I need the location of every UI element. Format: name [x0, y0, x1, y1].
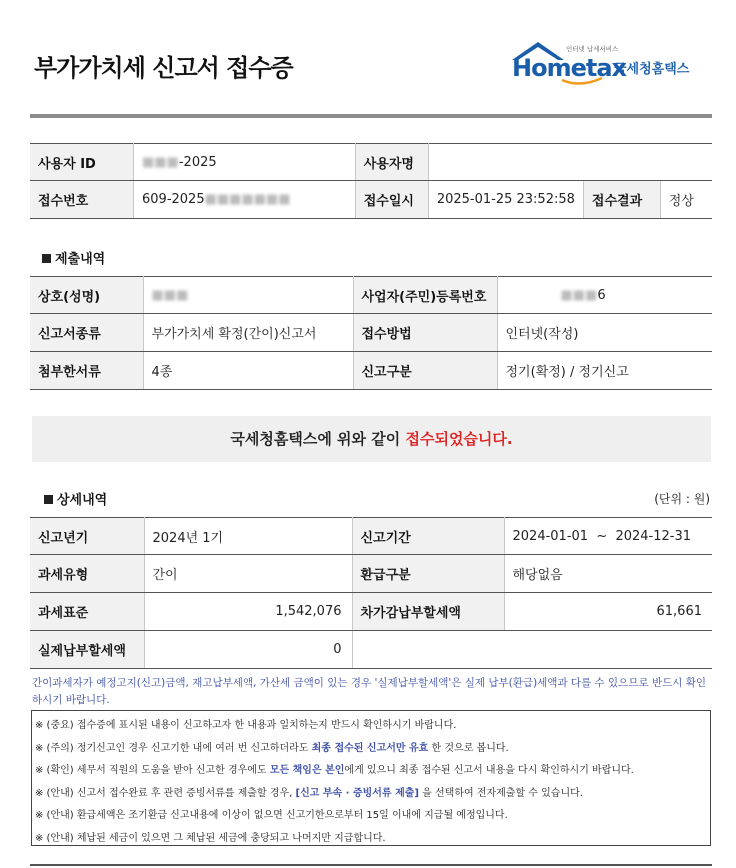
attach-value: 4종	[143, 352, 353, 390]
result-value: 정상	[660, 181, 712, 219]
method-label: 접수방법	[353, 314, 497, 352]
confirmation-banner	[32, 416, 711, 462]
receipt-no-label: 접수번호	[30, 181, 134, 219]
biz-no-label: 사업자(주민)등록번호	[353, 277, 497, 314]
notice-3: ※ (확인) 세무서 직원의 도움을 받아 신고한 경우에도 모든 책임은 본인에게 있으니 최종 접수된 신고서 내용을 다시 확인하시기 바랍니다.	[35, 765, 634, 777]
actual-value: 0	[144, 631, 352, 669]
period-value: 2024-01-01 ~ 2024-12-31	[504, 518, 712, 555]
logo-korean-text: 국세청홈택스	[614, 62, 690, 77]
form-type-value: 부가가치세 확정(간이)신고서	[143, 314, 353, 352]
user-name-value	[428, 144, 712, 181]
notice-box	[31, 710, 711, 846]
refund-value: 해당없음	[504, 555, 712, 593]
submission-table	[30, 276, 712, 390]
tax-type-value: 간이	[144, 555, 352, 593]
receipt-date-value: 2025-01-25 23:52:58	[428, 181, 583, 219]
user-id-label: 사용자 ID	[30, 144, 134, 181]
biz-no-value: ■■■6	[497, 277, 712, 314]
base-label: 과세표준	[30, 593, 144, 631]
notice-2: ※ (주의) 정기신고인 경우 신고기한 내에 여러 번 신고하더라도 최종 접수된 신고서만 유효 한 것으로 봅니다.	[35, 742, 509, 754]
details-section-title: 상세내역	[44, 489, 107, 508]
banner-highlight: 접수되었습니다.	[405, 430, 513, 448]
receipt-no-value: 609-2025■■■■■■■	[134, 181, 356, 219]
notice-5: ※ (안내) 환급세액은 조기환급 신고내용에 이상이 없으면 신고기한으로부터 15일 이내에 지급될 예정입니다.	[35, 810, 508, 822]
page-title: 부가가치세 신고서 접수증	[34, 54, 293, 82]
details-table	[30, 517, 712, 669]
notice-6: ※ (안내) 체납된 세금이 있으면 그 체납된 세금에 충당되고 나머지만 지급합니다.	[35, 832, 386, 844]
empty-cell	[504, 631, 712, 669]
receipt-table	[30, 143, 712, 219]
refund-label: 환급구분	[352, 555, 504, 593]
receipt-date-label: 접수일시	[355, 181, 428, 219]
result-label: 접수결과	[583, 181, 660, 219]
banner-text: 국세청홈택스에 위와 같이	[230, 430, 401, 448]
tax-type-label: 과세유형	[30, 555, 144, 593]
attach-label: 첨부한서류	[30, 352, 143, 390]
category-label: 신고구분	[353, 352, 497, 390]
base-value: 1,542,076	[144, 593, 352, 631]
method-value: 인터넷(작성)	[497, 314, 712, 352]
name-label: 상호(성명)	[30, 277, 143, 314]
header-divider	[30, 114, 712, 118]
user-name-label: 사용자명	[355, 144, 428, 181]
hometax-logo	[510, 40, 710, 90]
bullet-square-icon	[44, 495, 53, 504]
submission-section-title: 제출내역	[42, 248, 105, 267]
net-value: 61,661	[504, 593, 712, 631]
logo-main-text: Hometax	[512, 54, 627, 82]
notice-1: ※ (중요) 접수증에 표시된 내용이 신고하고자 한 내용과 일치하는지 반드시 확인하시기 바랍니다.	[35, 720, 457, 731]
empty-cell	[352, 631, 504, 669]
logo-small-text: 인터넷 납세서비스	[566, 45, 619, 53]
footer-divider	[30, 864, 712, 866]
year-value: 2024년 1기	[144, 518, 352, 555]
name-value: ■■■	[143, 277, 353, 314]
form-type-label: 신고서종류	[30, 314, 143, 352]
user-id-value: ■■■-2025	[134, 144, 356, 181]
actual-label: 실제납부할세액	[30, 631, 144, 669]
bullet-square-icon	[42, 254, 51, 263]
unit-label: (단위 : 원)	[654, 492, 710, 506]
year-label: 신고년기	[30, 518, 144, 555]
period-label: 신고기간	[352, 518, 504, 555]
notice-4: ※ (안내) 신고서 접수완료 후 관련 증빙서류를 제출할 경우, [신고 부속 · 증빙서류 제출] 을 선택하여 전자제출할 수 있습니다.	[35, 787, 583, 799]
net-label: 차가감납부할세액	[352, 593, 504, 631]
category-value: 정기(확정) / 정기신고	[497, 352, 712, 390]
blue-note: 간이과세자가 예정고지(신고)금액, 재고납부세액, 가산세 금액이 있는 경우 '실제납부할세액'은 실제 납부(환급)세액과 다를 수 있으므로 반드시 확인하시기 바랍니다.	[32, 677, 706, 706]
